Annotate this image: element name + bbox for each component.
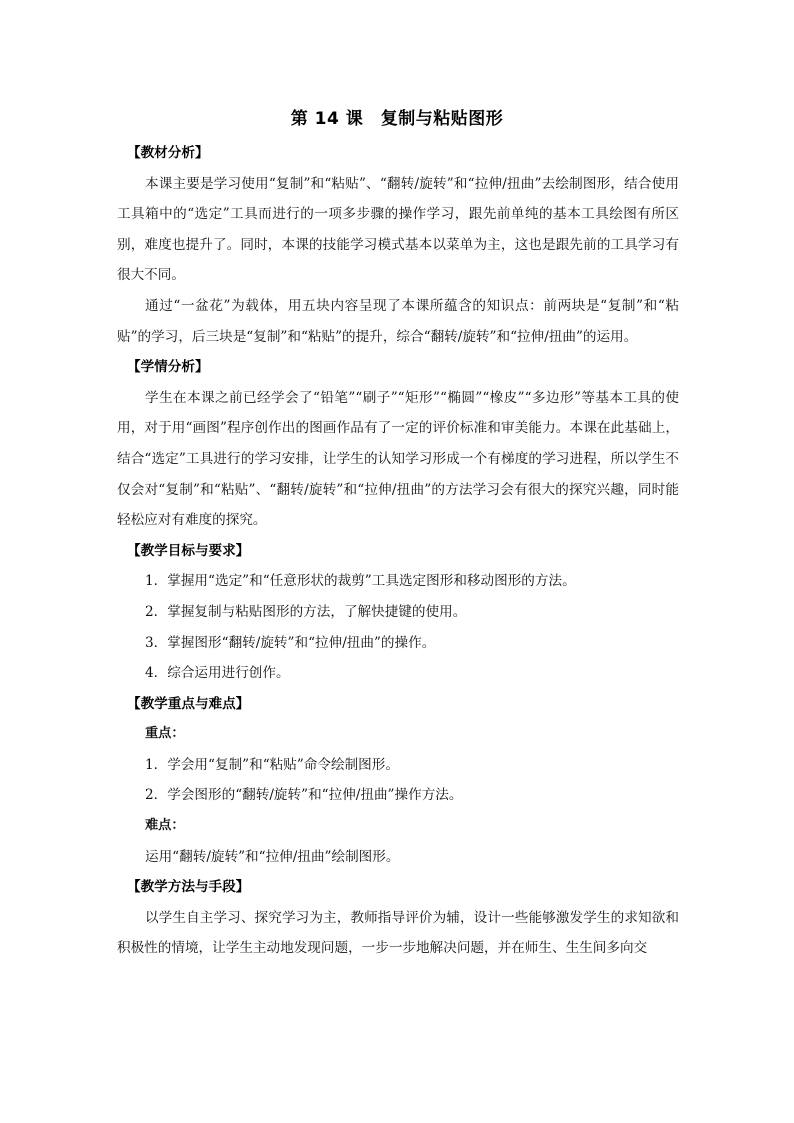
section-heading-material: 【教材分析】 — [127, 145, 209, 161]
page-title: 第 14 课 复制与粘贴图形 — [290, 109, 504, 129]
key-point-item: 2．学会图形的“翻转/旋转”和“拉伸/扭曲”操作方法。 — [145, 787, 463, 804]
material-paragraph-2: 通过“一盆花”为载体，用五块内容呈现了本课所蕴含的知识点：前两块是“复制”和“粘贴”的学习，后三块是“复制”和“粘贴”的提升，综合“翻转/旋转”和“拉伸/扭曲”的运用。 — [117, 297, 679, 345]
material-paragraph-1: 本课主要是学习使用“复制”和“粘贴”、“翻转/旋转”和“拉伸/扭曲”去绘制图形，结合使用工具箱中的“选定”工具而进行的一项多步骤的操作学习，跟先前单纯的基本工具绘图有所区别，难度也提升了。同时，本课的技能学习模式基本以菜单为主，这也是跟先前的工具学习有很大不同。 — [117, 175, 679, 284]
goal-item: 3．掌握图形“翻转/旋转”和“拉伸/扭曲”的操作。 — [145, 634, 436, 651]
key-point-item: 1．学会用“复制”和“粘贴”命令绘制图形。 — [145, 756, 399, 773]
section-heading-goals: 【教学目标与要求】 — [127, 542, 250, 559]
section-heading-students: 【学情分析】 — [127, 359, 209, 376]
section-heading-keypoints: 【教学重点与难点】 — [127, 695, 250, 712]
section-heading-methods: 【教学方法与手段】 — [127, 879, 250, 896]
difficult-point-text: 运用“翻转/旋转”和“拉伸/扭曲”绘制图形。 — [145, 848, 400, 865]
key-points-label: 重点： — [145, 726, 185, 742]
difficult-points-label: 难点： — [145, 818, 185, 834]
goal-item: 1．掌握用“选定”和“任意形状的裁剪”工具选定图形和移动图形的方法。 — [145, 573, 576, 590]
students-paragraph-1: 学生在本课之前已经学会了“铅笔”“刷子”“矩形”“椭圆”“橡皮”“多边形”等基本工具的使用，对于用“画图”程序创作出的图画作品有了一定的评价标准和审美能力。本课在此基础上，结合“选定”工具进行的学习安排，让学生的认知学习形成一个有梯度的学习进程，所以学生不仅会对“复制”和“粘贴”、“翻转/旋转”和“拉伸/扭曲”的方法学习会有很大的探究兴趣，同时能轻松应对有难度的探究。 — [117, 389, 679, 529]
goal-item: 2．掌握复制与粘贴图形的方法，了解快捷键的使用。 — [145, 603, 467, 620]
methods-paragraph-1: 以学生自主学习、探究学习为主，教师指导评价为辅，设计一些能够激发学生的求知欲和积极性的情境，让学生主动地发现问题，一步一步地解决问题，并在师生、生生间多向交 — [117, 909, 679, 957]
document-body — [117, 138, 679, 964]
goal-item: 4．综合运用进行创作。 — [145, 665, 290, 682]
